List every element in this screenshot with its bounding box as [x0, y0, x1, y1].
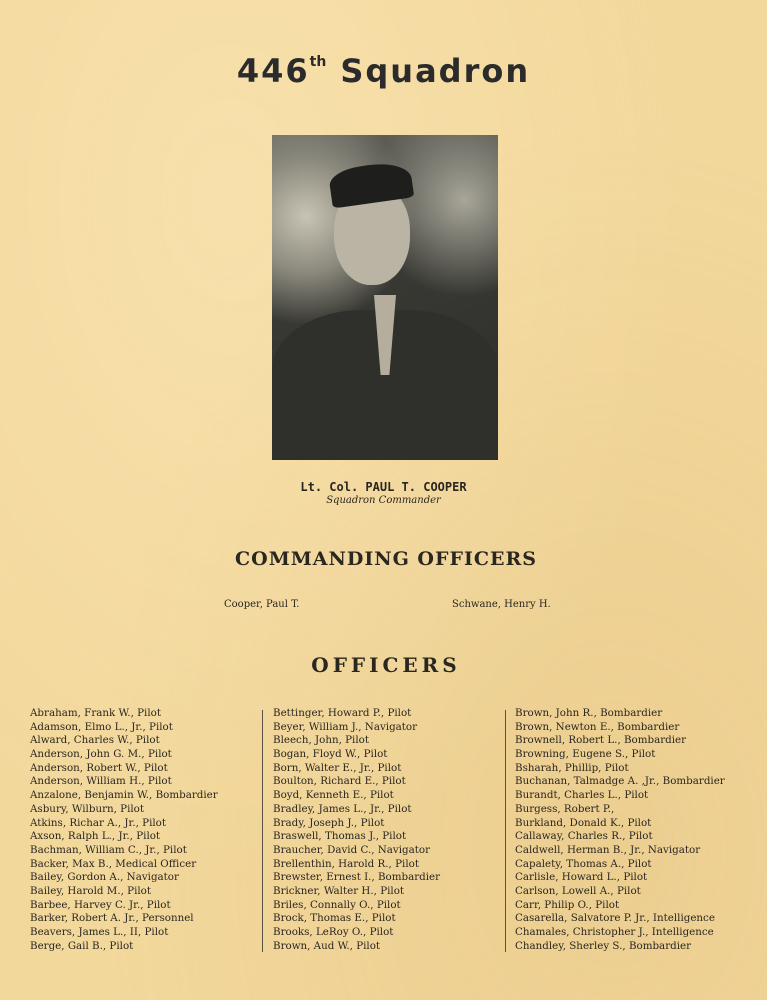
portrait-caption-role: Squadron Commander: [326, 495, 441, 506]
commanding-officer: Cooper, Paul T.: [224, 599, 300, 610]
officer-entry: Bleech, John, Pilot: [273, 734, 369, 747]
officer-entry: Barbee, Harvey C. Jr., Pilot: [30, 898, 171, 911]
officer-entry: Brown, Aud W., Pilot: [273, 939, 381, 952]
officer-entry: Brown, Newton E., Bombardier: [515, 720, 680, 733]
officer-entry: Burandt, Charles L., Pilot: [515, 789, 649, 802]
officer-entry: Born, Walter E., Jr., Pilot: [273, 761, 402, 774]
officer-entry: Abraham, Frank W., Pilot: [30, 707, 161, 719]
officer-entry: Bailey, Gordon A., Navigator: [30, 871, 179, 884]
officer-entry: Anzalone, Benjamin W., Bombardier: [30, 789, 218, 802]
officer-entry: Brock, Thomas E., Pilot: [273, 912, 396, 925]
officer-entry: Chamales, Christopher J., Intelligence: [515, 926, 714, 938]
title-number: 446: [236, 52, 310, 90]
officer-entry: Anderson, John G. M., Pilot: [30, 748, 172, 761]
title-suffix: th: [309, 54, 327, 70]
officer-entry: Burkland, Donald K., Pilot: [515, 816, 652, 829]
officer-entry: Atkins, Richar A., Jr., Pilot: [30, 816, 167, 829]
officers-column-3: [515, 707, 725, 953]
officer-entry: Anderson, William H., Pilot: [30, 775, 172, 788]
officers-column-1: [30, 707, 218, 953]
officer-entry: Bachman, William C., Jr., Pilot: [30, 843, 187, 856]
officer-entry: Chandley, Sherley S., Bombardier: [515, 939, 692, 952]
officer-entry: Carr, Philip O., Pilot: [515, 898, 620, 911]
officer-entry: Caldwell, Herman B., Jr., Navigator: [515, 843, 701, 856]
officer-entry: Adamson, Elmo L., Jr., Pilot: [30, 720, 173, 733]
officer-entry: Brellenthin, Harold R., Pilot: [273, 857, 419, 870]
officer-entry: Carlson, Lowell A., Pilot: [515, 884, 641, 897]
officer-entry: Bsharah, Phillip, Pilot: [515, 761, 629, 774]
page-title: [0, 52, 767, 90]
officer-entry: Anderson, Robert W., Pilot: [30, 761, 168, 774]
officer-entry: Braswell, Thomas J., Pilot: [273, 830, 407, 843]
officer-entry: Casarella, Salvatore P. Jr., Intelligence: [515, 912, 715, 925]
column-divider: [505, 710, 506, 952]
commanding-officers-heading: COMMANDING OFFICERS: [235, 548, 537, 570]
officer-entry: Carlisle, Howard L., Pilot: [515, 871, 648, 884]
officer-entry: Browning, Eugene S., Pilot: [515, 748, 656, 761]
officer-entry: Burgess, Robert P.,: [515, 802, 615, 815]
officer-entry: Beyer, William J., Navigator: [273, 720, 418, 733]
officer-entry: Berge, Gail B., Pilot: [30, 939, 134, 952]
officer-entry: Alward, Charles W., Pilot: [30, 734, 160, 747]
officer-entry: Asbury, Wilburn, Pilot: [30, 802, 145, 815]
officer-entry: Callaway, Charles R., Pilot: [515, 830, 653, 843]
portrait-caption-name: Lt. Col. PAUL T. COOPER: [300, 480, 467, 494]
officer-entry: Boyd, Kenneth E., Pilot: [273, 789, 394, 802]
officer-entry: Brewster, Ernest I., Bombardier: [273, 871, 441, 884]
officer-entry: Buchanan, Talmadge A. ,Jr., Bombardier: [515, 775, 725, 788]
officer-entry: Bradley, James L., Jr., Pilot: [273, 802, 412, 815]
officer-entry: Bogan, Floyd W., Pilot: [273, 748, 388, 761]
officer-entry: Axson, Ralph L., Jr., Pilot: [30, 830, 161, 843]
officer-entry: Barker, Robert A. Jr., Personnel: [30, 912, 194, 925]
officers-heading: OFFICERS: [311, 653, 461, 677]
officer-entry: Bailey, Harold M., Pilot: [30, 884, 151, 897]
officer-entry: Bettinger, Howard P., Pilot: [273, 707, 412, 719]
officer-entry: Backer, Max B., Medical Officer: [30, 857, 197, 870]
officer-entry: Beavers, James L., II, Pilot: [30, 926, 169, 938]
officer-entry: Brady, Joseph J., Pilot: [273, 816, 385, 829]
officer-entry: Brooks, LeRoy O., Pilot: [273, 926, 394, 938]
title-word: Squadron: [340, 52, 531, 90]
officer-entry: Brickner, Walter H., Pilot: [273, 884, 405, 897]
officer-entry: Braucher, David C., Navigator: [273, 843, 431, 856]
officer-entry: Brown, John R., Bombardier: [515, 707, 663, 719]
commanding-officer: Schwane, Henry H.: [452, 599, 551, 610]
officer-entry: Capalety, Thomas A., Pilot: [515, 857, 652, 870]
officer-entry: Brownell, Robert L., Bombardier: [515, 734, 687, 747]
commander-portrait: [272, 135, 498, 460]
officers-column-2: [273, 707, 440, 953]
column-divider: [262, 710, 263, 952]
officer-entry: Briles, Connally O., Pilot: [273, 898, 401, 911]
officer-entry: Boulton, Richard E., Pilot: [273, 775, 406, 788]
